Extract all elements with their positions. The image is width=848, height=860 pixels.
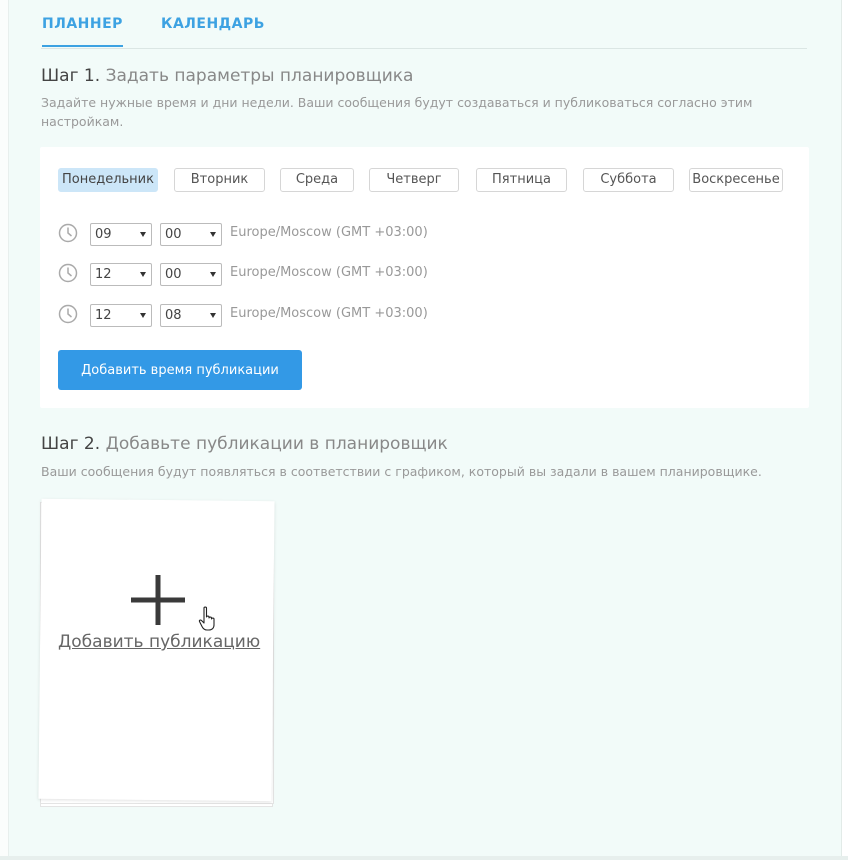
minute-value: 08 [165, 308, 182, 323]
minute-select[interactable] [160, 263, 222, 286]
chevron-down-icon [210, 272, 216, 277]
day-monday[interactable]: Понедельник [58, 168, 158, 192]
step1-heading: Задать параметры планировщика [105, 66, 414, 86]
step2-title [41, 434, 448, 454]
chevron-down-icon [140, 313, 146, 318]
chevron-down-icon [140, 272, 146, 277]
clock-icon [58, 304, 78, 324]
hour-value: 09 [95, 227, 112, 242]
day-saturday[interactable]: Суббота [583, 168, 674, 192]
clock-icon [58, 223, 78, 243]
step1-description: Задайте нужные время и дни недели. Ваши сообщения будут создаваться и публиковаться согласно этим настройкам. [41, 95, 753, 129]
add-publication-link[interactable]: Добавить публикацию [58, 632, 261, 652]
hour-select[interactable] [90, 223, 152, 246]
chevron-down-icon [140, 232, 146, 237]
tab-planner[interactable]: ПЛАННЕР [42, 16, 123, 47]
timezone-label: Europe/Moscow (GMT +03:00) [230, 225, 428, 240]
step2-number: Шаг 2. [41, 434, 101, 454]
day-tuesday[interactable]: Вторник [174, 168, 265, 192]
add-publish-time-button[interactable]: Добавить время публикации [58, 350, 302, 390]
minute-value: 00 [165, 227, 182, 242]
chevron-down-icon [210, 232, 216, 237]
step1-title [41, 66, 413, 86]
step1-number: Шаг 1. [41, 66, 101, 86]
tab-bar [41, 10, 807, 49]
hour-select[interactable] [90, 304, 152, 327]
hour-value: 12 [95, 267, 112, 282]
hand-pointer-cursor-icon [198, 606, 220, 632]
tab-calendar[interactable]: КАЛЕНДАРЬ [161, 16, 265, 32]
minute-select[interactable] [160, 223, 222, 246]
minute-select[interactable] [160, 304, 222, 327]
hour-value: 12 [95, 308, 112, 323]
day-thursday[interactable]: Четверг [369, 168, 459, 192]
right-edge [841, 0, 848, 860]
left-edge [0, 0, 9, 860]
bottom-edge [0, 856, 848, 860]
day-friday[interactable]: Пятница [476, 168, 567, 192]
hour-select[interactable] [90, 263, 152, 286]
timezone-label: Europe/Moscow (GMT +03:00) [230, 306, 428, 321]
minute-value: 00 [165, 267, 182, 282]
step2-description: Ваши сообщения будут появляться в соответствии с графиком, который вы задали в вашем планировщике. [41, 464, 762, 479]
plus-icon[interactable] [131, 575, 185, 625]
clock-icon [58, 263, 78, 283]
timezone-label: Europe/Moscow (GMT +03:00) [230, 265, 428, 280]
scheduler-settings-panel [40, 147, 809, 408]
chevron-down-icon [210, 313, 216, 318]
step2-heading: Добавьте публикации в планировщик [105, 434, 448, 454]
day-sunday[interactable]: Воскресенье [689, 168, 783, 192]
day-wednesday[interactable]: Среда [280, 168, 354, 192]
